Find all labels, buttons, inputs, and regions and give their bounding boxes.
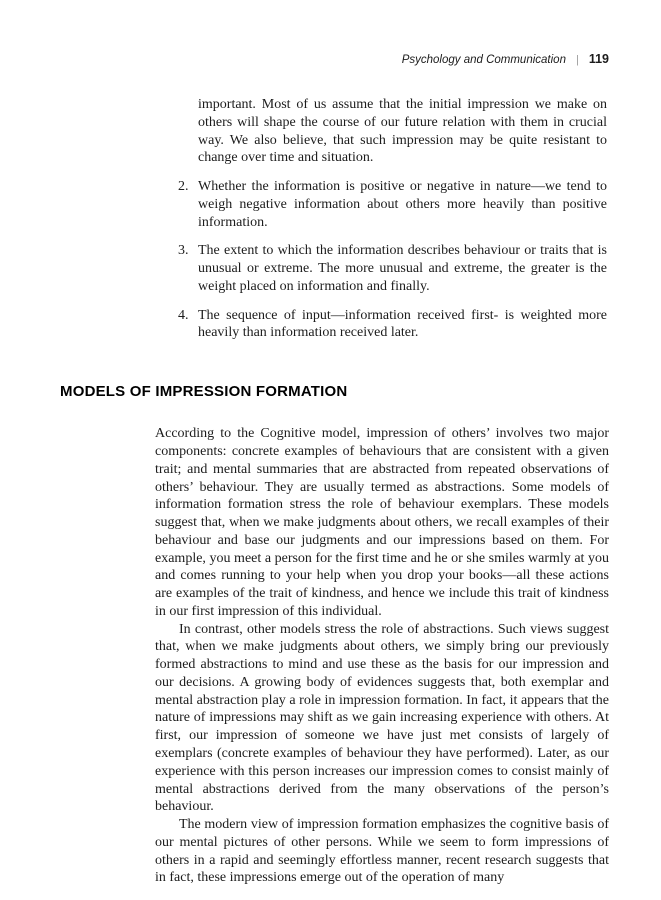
section-heading: MODELS OF IMPRESSION FORMATION	[60, 383, 348, 401]
list-item-2-text: Whether the information is positive or negative in nature—we tend to weigh negative information about others more heavily than positive information.	[198, 179, 607, 230]
list-item-3-text: The extent to which the information describes behaviour or traits that is unusual or extreme. The more unusual and extreme, the greater is the weight placed on information and finally.	[198, 243, 607, 294]
list-item-4	[178, 307, 607, 343]
list-item-4-number: 4.	[178, 307, 189, 323]
paragraph-cognitive-model: According to the Cognitive model, impression of others’ involves two major components: concrete examples of behaviours that are consistent with a given trait; and mental summaries that are abstracted from repeated observations of others’ behaviour. They are usually termed as abstractions. Some models of information formation stress the role of behaviour exemplars. These models suggest that, when we make judgments about others, we recall examples of their behaviour and base our judgments and our impressions based on them. For example, you meet a person for the first time and he or she smiles warmly at you and comes running to your help when you drop your books—all these actions are examples of the trait of kindness, and hence we include this trait of kindness in our first impression of this individual.	[155, 426, 609, 619]
numbered-list	[178, 96, 607, 342]
paragraph-modern-view: The modern view of impression formation emphasizes the cognitive basis of our mental pictures of other persons. While we seem to form impressions of others in a rapid and seemingly effortless manner, recent research suggests that in fact, these impressions emerge out of the operation of many	[155, 817, 609, 886]
list-item-4-text: The sequence of input—information received first- is weighted more heavily than information received later.	[198, 307, 607, 341]
running-header-title: Psychology and Communication	[401, 54, 566, 66]
running-header-separator: |	[575, 54, 579, 66]
list-item-2	[178, 178, 607, 231]
list-item-1-continuation: important. Most of us assume that the initial impression we make on others will shape the course of our future relation with them in crucial way. We also believe, that such impression may be quite resistant to change over time and situation.	[198, 96, 607, 166]
section-body	[155, 425, 609, 887]
page-number: 119	[588, 52, 609, 66]
running-header	[60, 52, 609, 68]
paragraph-abstractions: In contrast, other models stress the role of abstractions. Such views suggest that, when we make judgments about others, we simply bring our previously formed abstractions to mind and use these as the basis for our impression and our decisions. A growing body of evidences suggests that, both exemplar and mental abstraction play a role in impression formation. In fact, it appears that the nature of impressions may shift as we gain increasing experience with others. At first, our impression of someone we have just met consists of largely of exemplars (concrete examples of behaviour they have performed). Later, as our experience with this person increases our impression comes to consist mainly of mental abstractions derived from the many observations of the person’s behaviour.	[155, 621, 609, 815]
list-item-3	[178, 242, 607, 295]
list-item-2-number: 2.	[178, 179, 189, 195]
list-item-3-number: 3.	[178, 243, 189, 259]
